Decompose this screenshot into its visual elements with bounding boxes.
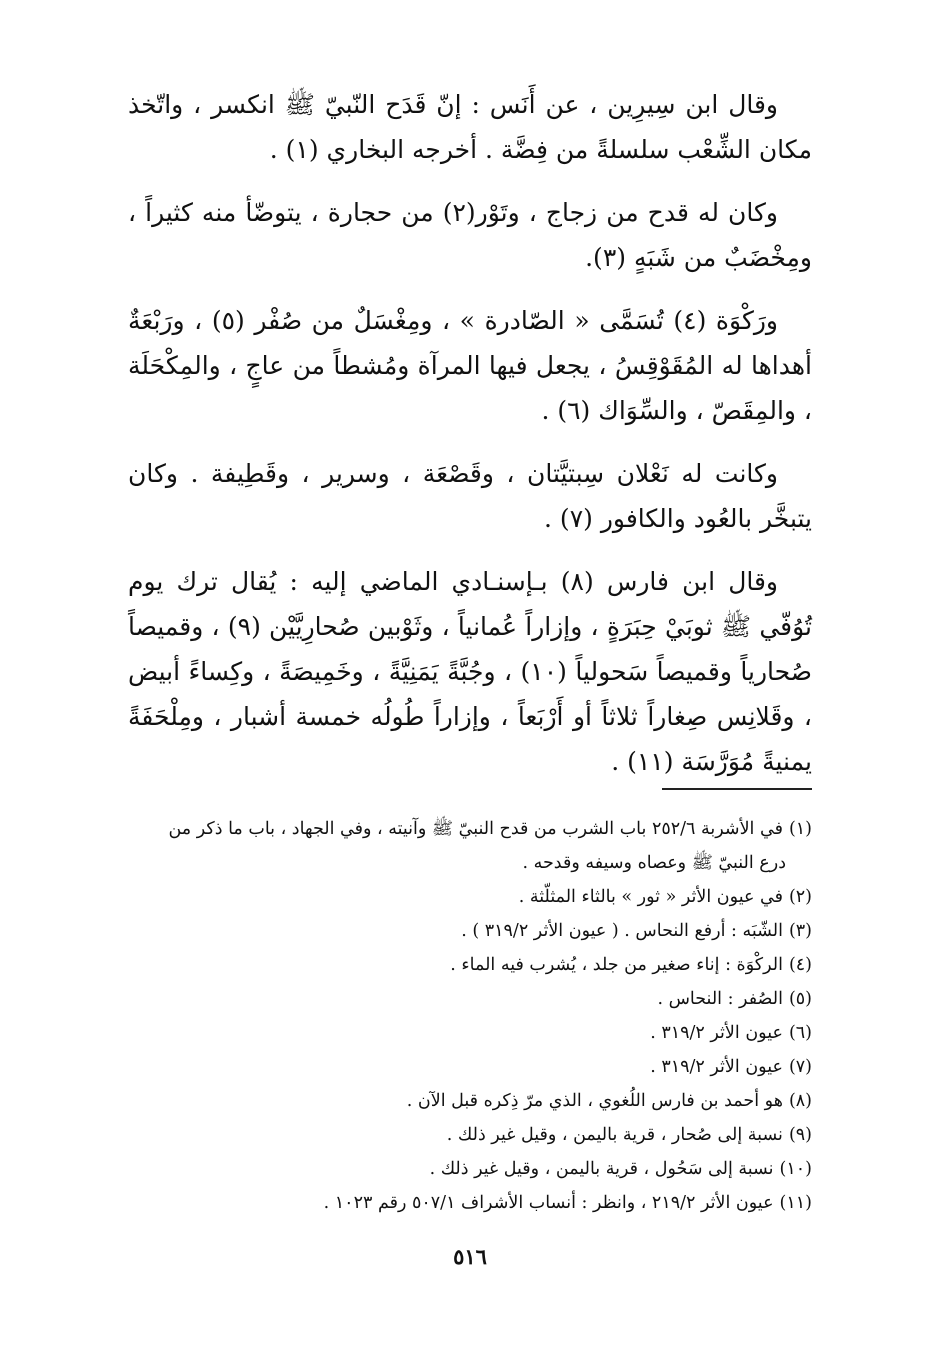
- paragraph: وكانت له نَعْلان سِبتيَّتان ، وقَصْعَة ، وسرير ، وقَطِيفة . وكان يتبخَّر بالعُود والكافور (٧) .: [128, 459, 812, 533]
- footnote: [128, 880, 812, 914]
- footnote: [128, 1016, 812, 1050]
- footnote-number: (٢): [788, 887, 812, 907]
- paragraph: وقال ابن سِيرِين ، عن أَنَس : إنّ قَدَح النّبيّ ﷺ انكسر ، واتّخذ مكان الشِّعْب سلسلةً من فِضَّة . أخرجه البخاري (١) .: [128, 90, 812, 164]
- footnote-text: الركْوَة : إناء صغير من جلد ، يُشرب فيه الماء .: [450, 955, 783, 975]
- footnote-number: (٦): [788, 1023, 812, 1043]
- footnote-text: عيون الأثر ٣١٩/٢ .: [650, 1057, 783, 1077]
- paragraph: وكان له قدح من زجاج ، وتَوْر(٢) من حجارة ، يتوضّأ منه كثيراً ، ومِخْضَبٌ من شَبَهٍ (٣).: [128, 198, 812, 272]
- footnote-number: (٨): [788, 1091, 812, 1111]
- footnote-text: الصُفر : النحاس .: [657, 989, 783, 1009]
- footnote-text: في عيون الأثر « ثور » بالثاء المثلّثة .: [518, 887, 783, 907]
- main-text: [128, 82, 812, 802]
- footnote-divider: [662, 788, 812, 790]
- page-number: ٥١٦: [453, 1244, 487, 1269]
- footnote-number: (٧): [788, 1057, 812, 1077]
- footnote-text: هو أحمد بن فارس اللُغوي ، الذي مرّ ذِكره قبل الآن .: [406, 1091, 783, 1111]
- footnote: [128, 914, 812, 948]
- footnote-continuation: درع النبيّ ﷺ وعصاه وسيفه وقدحه .: [522, 853, 786, 873]
- footnote-number: (٣): [788, 921, 812, 941]
- footnote-text: في الأشربة ٢٥٢/٦ باب الشرب من قدح النبيّ ﷺ وآنيته ، وفي الجهاد ، باب ما ذكر من: [168, 819, 783, 839]
- footnote-number: (٥): [788, 989, 812, 1009]
- footnote-number: (١): [788, 819, 812, 839]
- footnote: [128, 1050, 812, 1084]
- footnotes: [128, 812, 812, 1220]
- paragraph: ورَكْوَة (٤) تُسَمَّى « الصّادرة » ، ومِغْسَلٌ من صُفْر (٥) ، ورَبْعَةٌ أهداها له المُقَوْقِسُ ، يجعل فيها المرآة ومُشطاً من عاجٍ ، والمِكْحَلَة ، والمِقَصّ ، والسِّوَاك (٦) .: [128, 306, 812, 425]
- footnote: [128, 1152, 812, 1186]
- footnote-number: (١١): [779, 1193, 812, 1213]
- footnote: [128, 1118, 812, 1152]
- footnote: [128, 1084, 812, 1118]
- footnote: [128, 1186, 812, 1220]
- footnote-number: (١٠): [779, 1159, 812, 1179]
- footnote-text: نسبة إلى صُحار ، قرية باليمن ، وقيل غير ذلك .: [446, 1125, 783, 1145]
- footnote-text: الشّبَه : أرفع النحاس . ( عيون الأثر ٣١٩/٢ ) .: [461, 921, 783, 941]
- footnote: [128, 948, 812, 982]
- footnote: [128, 812, 812, 880]
- paragraph: وقال ابن فارس (٨) بـإسنـادي الماضي إليه : يُقال ترك يوم تُوُفّي ﷺ ثوبَيْ حِبَرَةٍ ، وإزاراً عُمانياً ، وثَوْبين صُحارِيَّيْن (٩) ، وقميصاً صُحارياً وقميصاً سَحولياً (١٠) ، وجُبَّةً يَمَنِيَّةً ، وخَمِيصَةً ، وكِساءً أبيض ، وقَلانِس صِغاراً ثلاثاً أو أَرْبَعاً ، وإزاراً طُولُه خمسة أشبار ، ومِلْحَفَةً يمنيةً مُوَرَّسَة (١١) .: [128, 567, 812, 776]
- footnote-text: عيون الأثر ٣١٩/٢ .: [650, 1023, 783, 1043]
- footnote-number: (٩): [788, 1125, 812, 1145]
- footnote-number: (٤): [788, 955, 812, 975]
- footnote-text: عيون الأثر ٢١٩/٢ ، وانظر : أنساب الأشراف ٥٠٧/١ رقم ١٠٢٣ .: [323, 1193, 774, 1213]
- footnote-text: نسبة إلى سَحُول ، قرية باليمن ، وقيل غير ذلك .: [429, 1159, 774, 1179]
- footnote: [128, 982, 812, 1016]
